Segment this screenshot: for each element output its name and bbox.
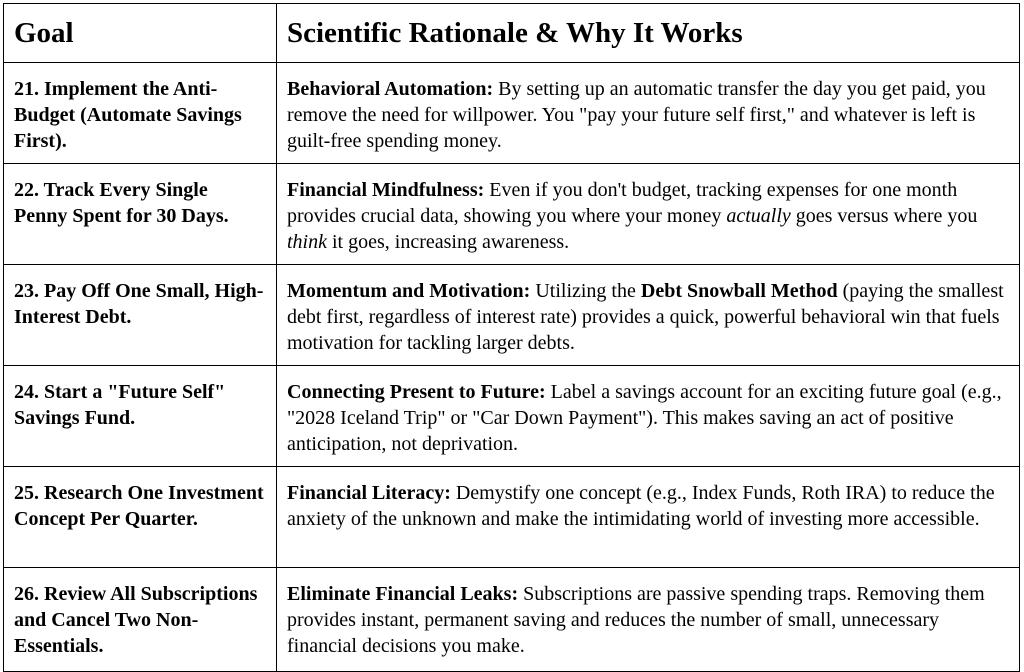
- rationale-text: Even if you don't budget, tracking expenses for one month provides crucial data, showing you where your money: [287, 179, 958, 227]
- header-goal: Goal: [4, 4, 277, 63]
- goals-table: [3, 3, 1020, 672]
- goal-cell: 23. Pay Off One Small, High-Interest Debt.: [4, 265, 277, 366]
- rationale-text: By setting up an automatic transfer the day you get paid, you remove the need for willpower. You "pay your future self first," and whatever is left is guilt-free spending money.: [287, 78, 986, 152]
- rationale-text: Subscriptions are passive spending traps. Removing them provides instant, permanent saving and reduces the number of small, unnecessary financial decisions you make.: [287, 583, 985, 657]
- rationale-strong: Debt Snowball Method: [640, 280, 838, 302]
- goal-cell: 25. Research One Investment Concept Per Quarter.: [4, 467, 277, 568]
- rationale-emphasis: actually: [726, 205, 791, 227]
- table-row: [4, 164, 1020, 265]
- rationale-text: (paying the smallest debt first, regardless of interest rate) provides a quick, powerful behavioral win that fuels motivation for tackling larger debts.: [287, 280, 1004, 354]
- table-row: [4, 467, 1020, 568]
- rationale-label: Momentum and Motivation:: [287, 280, 531, 302]
- rationale-cell: [277, 63, 1020, 164]
- table-row: [4, 366, 1020, 467]
- rationale-text: Label a savings account for an exciting future goal (e.g., "2028 Iceland Trip" or "Car Down Payment"). This makes saving an act of positive anticipation, not deprivation.: [287, 381, 1002, 455]
- goals-table-container: [3, 3, 1019, 672]
- rationale-text: Utilizing the: [530, 280, 641, 302]
- table-header-row: [4, 4, 1020, 63]
- rationale-cell: [277, 366, 1020, 467]
- rationale-cell: [277, 265, 1020, 366]
- goal-cell: 24. Start a "Future Self" Savings Fund.: [4, 366, 277, 467]
- goal-cell: 22. Track Every Single Penny Spent for 30 Days.: [4, 164, 277, 265]
- rationale-emphasis: think: [287, 231, 327, 253]
- table-row: [4, 568, 1020, 672]
- rationale-label: Eliminate Financial Leaks:: [287, 583, 519, 605]
- rationale-label: Financial Mindfulness:: [287, 179, 485, 201]
- rationale-text: Demystify one concept (e.g., Index Funds, Roth IRA) to reduce the anxiety of the unknown and make the intimidating world of investing more accessible.: [287, 482, 995, 530]
- table-row: [4, 63, 1020, 164]
- goal-cell: 26. Review All Subscriptions and Cancel Two Non-Essentials.: [4, 568, 277, 672]
- rationale-cell: [277, 568, 1020, 672]
- rationale-cell: [277, 164, 1020, 265]
- table-row: [4, 265, 1020, 366]
- rationale-label: Financial Literacy:: [287, 482, 451, 504]
- goal-cell: 21. Implement the Anti-Budget (Automate Savings First).: [4, 63, 277, 164]
- rationale-text: it goes, increasing awareness.: [327, 231, 570, 253]
- rationale-text: goes versus where you: [790, 205, 978, 227]
- rationale-label: Connecting Present to Future:: [287, 381, 546, 403]
- rationale-label: Behavioral Automation:: [287, 78, 494, 100]
- rationale-cell: [277, 467, 1020, 568]
- header-rationale: Scientific Rationale & Why It Works: [277, 4, 1020, 63]
